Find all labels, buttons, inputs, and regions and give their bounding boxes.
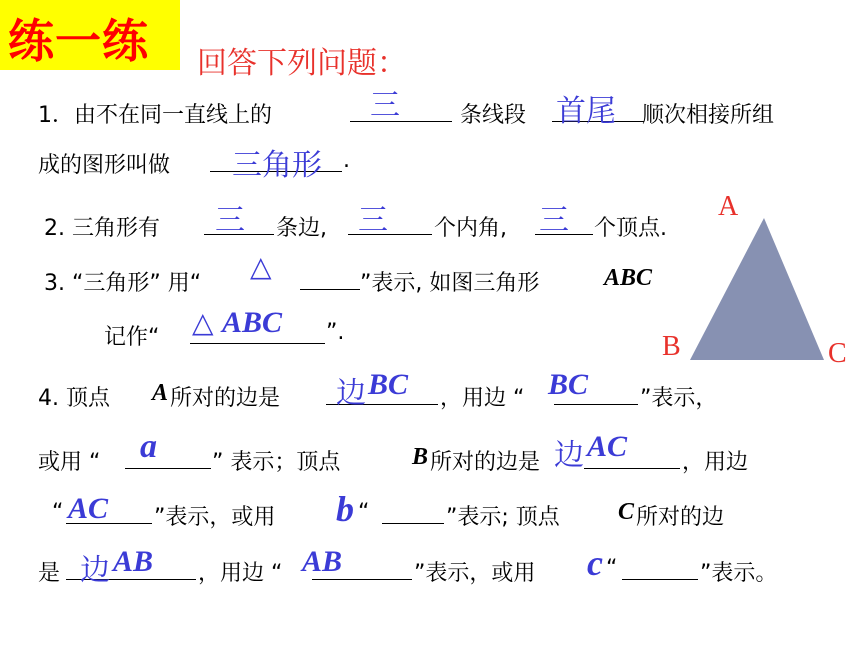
q4-blank-edge-a-sym (554, 404, 638, 405)
q3-line2-prefix: 记作“ (104, 325, 160, 350)
q4-answer-a: a (140, 428, 157, 465)
q2-prefix: 2. 三角形有 (44, 216, 160, 241)
q4-l2-text-c: 所对的边是 (430, 450, 541, 475)
q4-l2-vertex-b: B (412, 444, 429, 470)
q4-answer-edge-a: BC (368, 368, 409, 401)
q4-l3-vertex-c: C (618, 499, 635, 525)
q4-answer-edge-a-sym: BC (548, 368, 589, 401)
q4-l2-text-d: ，用边 (682, 450, 749, 475)
q1-line1-prefix: 1．由不在同一直线上的 (38, 103, 272, 128)
q3-blank-notation (190, 343, 325, 344)
q2-answer-vertices: 三 (539, 203, 569, 238)
q3-answer-symbol: △ (250, 250, 272, 283)
q4-answer-edge-a-cn: 边 (336, 376, 366, 411)
q3-line1-abc: ABC (604, 265, 653, 291)
subtitle: 回答下列问题： (197, 46, 407, 81)
q4-l4-text-b: ，用边 “ (198, 561, 283, 586)
q1-blank-count (350, 121, 452, 122)
q2-sides-text: 条边, (276, 216, 327, 241)
q1-answer-count: 三 (370, 88, 400, 123)
q3-line2-suffix: ”. (326, 320, 345, 345)
q1-answer-order: 首尾 (556, 94, 616, 129)
q4-l4-text-a: 是 (38, 561, 61, 586)
q4-answer-edge-b-sym: AC (68, 492, 109, 525)
q1-line1-mid: 条线段 (460, 103, 527, 128)
q4-blank-a (125, 468, 211, 469)
q4-l2-text-a: 或用 “ (38, 450, 101, 475)
q4-l4-text-c: ”表示，或用 (414, 561, 536, 586)
q4-l1-text-c: ，用边 “ (440, 386, 525, 411)
q4-l3-text-c: “ (358, 500, 370, 525)
q2-vertices-text: 个顶点. (594, 216, 667, 241)
q2-answer-sides: 三 (215, 203, 245, 238)
q4-l1-text-d: ”表示， (640, 386, 718, 411)
triangle-figure (660, 188, 860, 378)
q1-line1-suffix: 顺次相接所组 (642, 103, 775, 128)
triangle-label-a: A (718, 191, 739, 222)
q1-line2-prefix: 成的图形叫做 (38, 153, 171, 178)
q4-l1-text-a: 4. 顶点 (38, 386, 110, 411)
q4-l3-text-e: 所对的边 (636, 505, 725, 530)
q4-blank-edge-b (584, 468, 680, 469)
q1-answer-name: 三角形 (232, 148, 322, 183)
q4-l1-vertex-a: A (152, 380, 169, 406)
q3-line1-prefix: 3. “三角形” 用“ (44, 271, 202, 296)
q4-answer-edge-b: AC (587, 430, 628, 463)
q4-l4-text-e: ”表示。 (700, 561, 778, 586)
q4-l1-text-b: 所对的边是 (170, 386, 281, 411)
q4-l3-text-a: “ (52, 500, 64, 525)
q1-line2-suffix: . (343, 148, 350, 173)
q3-answer-abc: ABC (222, 306, 283, 339)
q3-line1-mid: ”表示, 如图三角形 (360, 271, 540, 296)
triangle-label-c: C (828, 338, 847, 369)
title-badge-text: 练一练 (8, 14, 149, 68)
q4-l3-text-b: ”表示，或用 (154, 505, 276, 530)
q2-answer-angles: 三 (358, 203, 388, 238)
q4-answer-edge-b-cn: 边 (554, 438, 584, 473)
q4-blank-b (382, 523, 444, 524)
q4-answer-edge-c-sym: AB (302, 545, 343, 578)
q4-answer-b: b (336, 489, 354, 529)
q3-blank-symbol (300, 289, 360, 290)
q4-blank-edge-c-sym (312, 579, 412, 580)
triangle-label-b: B (662, 331, 681, 362)
q2-angles-text: 个内角, (434, 216, 507, 241)
q4-l2-text-b: ” 表示；顶点 (212, 450, 341, 475)
q4-answer-edge-c: AB (113, 545, 154, 578)
q4-blank-c (622, 579, 698, 580)
q4-l4-text-d: “ (606, 556, 618, 581)
q4-l3-text-d: ”表示; 顶点 (446, 505, 560, 530)
q4-answer-c: c (587, 543, 603, 583)
q3-answer-triangle-symbol: △ (192, 306, 214, 339)
q4-answer-edge-c-cn: 边 (80, 553, 110, 588)
triangle-shape (690, 218, 824, 360)
